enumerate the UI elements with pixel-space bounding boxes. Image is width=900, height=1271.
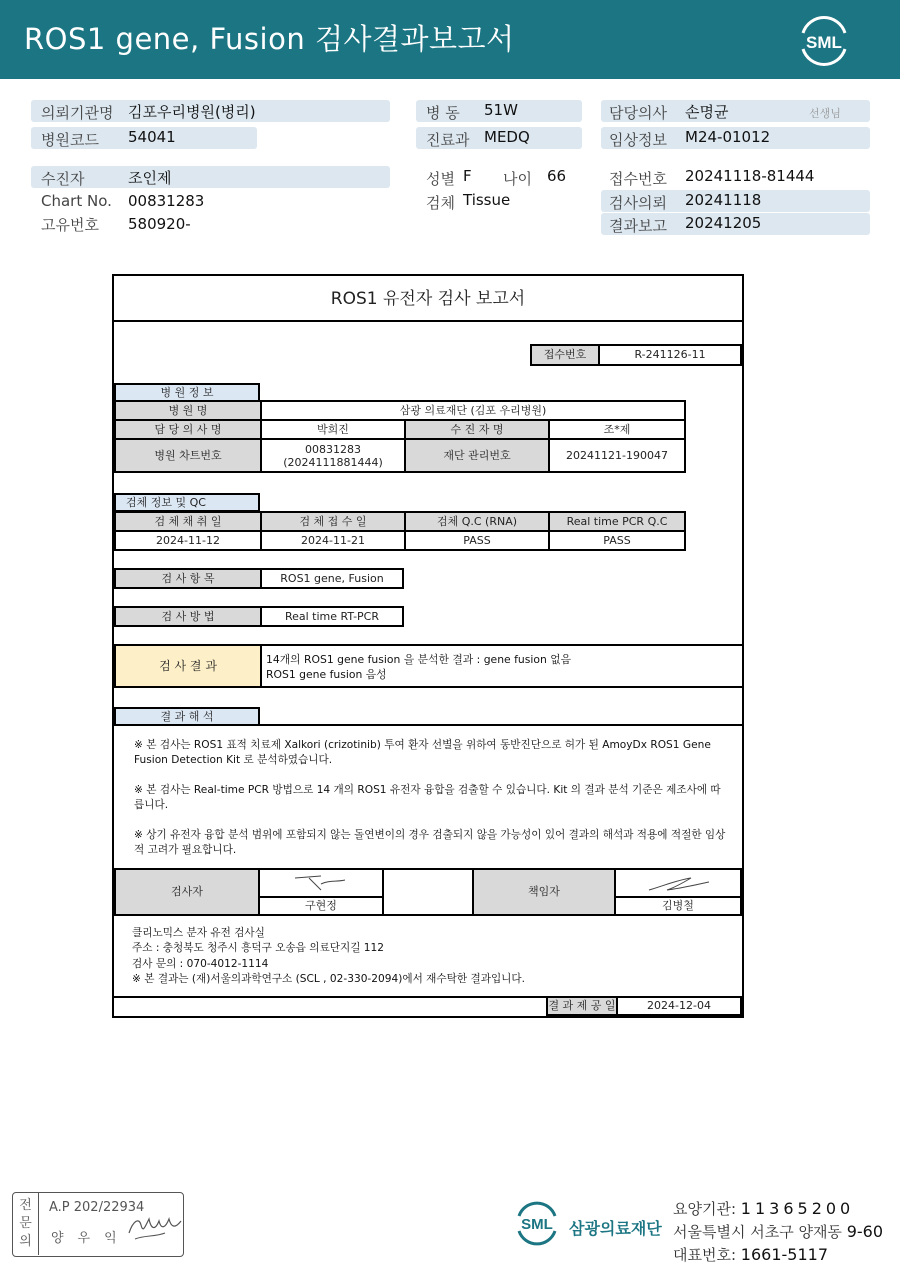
stamp-title [13,1193,39,1255]
report-title: ROS1 유전자 검사 보고서 [114,276,742,322]
stamp-signature-icon [125,1207,183,1245]
hospital-code-value: 54041 [128,128,176,146]
provide-date-value: 2024-12-04 [616,996,742,1016]
blank-sign-cell [382,868,474,916]
interp-section-header: 결 과 해 석 [114,707,260,726]
test-item-label: 검 사 항 목 [114,568,262,589]
lab-line-2: 주소 : 충청북도 청주시 흥덕구 오송읍 의료단지길 112 [132,942,385,954]
report-chart-line1: 00831283 [305,442,361,456]
ward-value: 51W [484,101,518,119]
qc-pcr-value: PASS [549,531,685,550]
sex-value: F [463,167,472,185]
phone-label: 대표번호: [673,1246,737,1264]
department-row [416,127,582,149]
sml-footer-logo-icon [511,1200,563,1246]
hospital-code-label: 병원코드 [41,131,99,149]
report-patient-value: 조*제 [549,420,685,439]
report-chart-line2: (2024111881444) [283,455,383,469]
address-number: 9-60 [846,1222,884,1241]
report-date-label: 결과보고 [609,217,667,235]
age-value: 66 [547,167,567,185]
care-code-label: 요양기관: [673,1200,737,1218]
examiner-sign-cell [258,868,384,898]
specimen-qc-table [114,511,686,551]
report-receipt-value: R-241126-11 [598,344,742,366]
page-title: ROS1 gene, Fusion 검사결과보고서 [24,22,515,56]
responsible-signature-icon [643,872,713,894]
report-chart-label: 병원 차트번호 [115,439,261,472]
examinee-row [31,166,390,188]
hospital-name-label: 병 원 명 [115,401,261,420]
provide-date-label: 결 과 제 공 일 [546,996,618,1016]
unique-label: 고유번호 [41,216,99,234]
report-chart-value [261,439,405,472]
result-bottom-rule [114,686,742,688]
unique-value: 580920- [128,215,191,233]
chart-label: Chart No. [41,192,112,210]
hospital-code-row [31,127,257,149]
phone-value: 1661-5117 [740,1245,829,1264]
result-label: 검 사 결 과 [114,644,262,688]
unique-row [31,212,390,234]
doctor-value: 손명균 [685,103,729,121]
stamp-name: 양우익 [51,1231,131,1246]
hospital-info-table [114,400,686,473]
interp-top-rule [114,724,742,726]
qc-pcr-label: Real time PCR Q.C [549,512,685,531]
report-date-value: 20241205 [685,214,762,232]
sign-bottom-rule [114,914,742,916]
examiner-signature-icon [291,872,351,894]
result-line-1: 14개의 ROS1 gene fusion 을 분석한 결과 : gene fusion 없음 [266,653,572,666]
chart-row [31,190,390,212]
interp-note-3: ※ 상기 유전자 융합 분석 범위에 포함되지 않는 돌연변이의 경우 검출되지 않을 가능성이 있어 결과의 해석과 적용에 적절한 임상적 고려가 필요합니다. [134,829,726,856]
responsible-label: 책임자 [472,868,616,916]
doctor-label: 담당의사 [609,104,667,122]
examinee-value: 조인제 [128,169,172,187]
receipt-label: 접수번호 [609,170,667,188]
sex-label: 성별 [426,170,455,188]
care-code-line [673,1198,854,1219]
hospital-section-header: 병 원 정 보 [114,383,260,402]
institution-value: 김포우리병원(병리) [128,103,256,121]
request-label: 검사의뢰 [609,194,667,212]
report-receipt-label: 접수번호 [530,344,600,366]
address-text: 서울특별시 서초구 양재동 [673,1223,842,1241]
receipt-value: 20241118-81444 [685,167,815,185]
report-doctor-label: 담 당 의 사 명 [115,420,261,439]
method-value: Real time RT-PCR [260,606,404,627]
clinical-value: M24-01012 [685,128,771,146]
report-header [0,0,900,79]
report-date-row [601,213,870,235]
care-code-value: 11365200 [740,1199,855,1218]
responsible-name: 김병철 [614,896,742,916]
qc-rna-label: 검체 Q.C (RNA) [405,512,549,531]
interp-note-1: ※ 본 검사는 ROS1 표적 치료제 Xalkori (crizotinib) 투여 환자 선별을 위하여 동반진단으로 허가 된 AmoyDx ROS1 Gene Fusion Detection Kit 로 분석하였습니다. [134,739,711,766]
interp-note-2: ※ 본 검사는 Real-time PCR 방법으로 14 개의 ROS1 유전자 융합을 검출할 수 있습니다. Kit 의 결과 분석 기준은 제조사에 따릅니다. [134,784,721,811]
sex-age-row [416,166,586,188]
test-item-value: ROS1 gene, Fusion [260,568,404,589]
lab-line-4: ※ 본 결과는 (재)서울의과학연구소 (SCL , 02-330-2094)에서 재수탁한 결과입니다. [132,973,526,985]
qc-rna-value: PASS [405,531,549,550]
report-doctor-value: 박희진 [261,420,405,439]
report-mgmt-label: 재단 관리번호 [405,439,549,472]
ward-row [416,100,582,122]
collect-date-value: 2024-11-12 [115,531,261,550]
age-label: 나이 [503,170,532,188]
lab-line-3: 검사 문의 : 070-4012-1114 [132,958,269,970]
department-label: 진료과 [426,131,470,149]
examiner-name: 구현정 [258,896,384,916]
embedded-report [112,274,744,1018]
clinical-label: 임상정보 [609,131,667,149]
receive-date-value: 2024-11-21 [261,531,405,550]
footer-logo-text: SML [521,1216,553,1233]
sml-logo-icon [793,13,855,67]
footer-org-name: 삼광의료재단 [569,1219,662,1238]
receive-date-label: 검 체 접 수 일 [261,512,405,531]
phone-line [673,1244,828,1265]
examiner-label: 검사자 [114,868,260,916]
doctor-suffix: 선생님 [809,107,841,120]
address-line [673,1221,883,1242]
chart-value: 00831283 [128,192,205,210]
specialist-stamp [12,1192,184,1257]
hospital-name-value: 삼광 의료재단 (김포 우리병원) [261,401,685,420]
institution-row [31,100,390,122]
specimen-label: 검체 [426,194,455,212]
lab-line-1: 클리노믹스 분자 유전 검사실 [132,927,265,939]
stamp-char-2: 문 [19,1216,32,1231]
method-label: 검 사 방 법 [114,606,262,627]
stamp-char-3: 의 [19,1234,32,1249]
specimen-row [416,190,586,212]
specimen-value: Tissue [463,191,511,209]
result-line-2: ROS1 gene fusion 음성 [266,668,387,681]
ward-label: 병 동 [426,104,460,122]
report-patient-label: 수 진 자 명 [405,420,549,439]
doctor-row [601,100,870,122]
clinical-row [601,127,870,149]
stamp-ap-number: A.P 202/22934 [49,1200,145,1215]
collect-date-label: 검 체 채 취 일 [115,512,261,531]
institution-label: 의뢰기관명 [41,104,114,122]
logo-text: SML [806,33,842,52]
specimen-section-header: 검체 정보 및 QC [114,493,260,512]
request-value: 20241118 [685,191,762,209]
department-value: MEDQ [484,128,530,146]
report-mgmt-value: 20241121-190047 [549,439,685,472]
request-row [601,190,870,212]
stamp-char-1: 전 [19,1198,32,1213]
examinee-label: 수진자 [41,170,85,188]
receipt-row [601,166,870,188]
responsible-sign-cell [614,868,742,898]
